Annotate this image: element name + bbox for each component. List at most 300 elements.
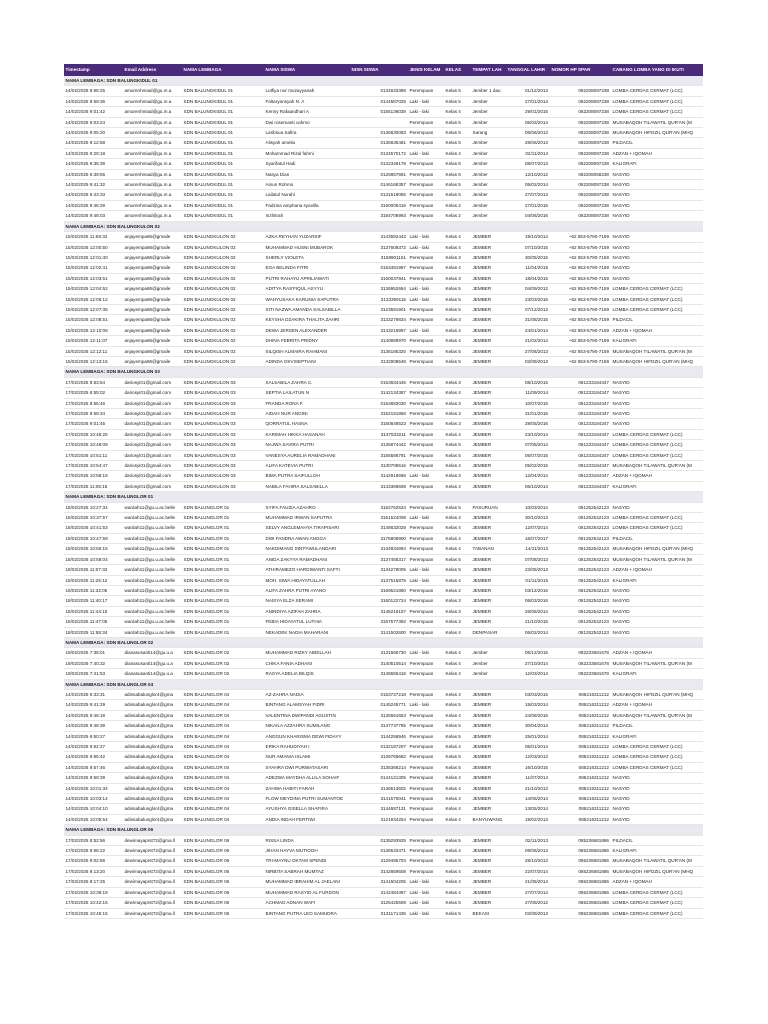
table-row[interactable] — [64, 669, 703, 679]
timestamp-cell: 18/02/2025 10:37:57 — [64, 513, 123, 523]
table-row[interactable] — [64, 117, 703, 127]
nomor-hp-cell: +62 853-5790-7159 — [550, 336, 611, 346]
nama-siswa-cell: JIHAN HAYVA MUTIOOH — [264, 846, 350, 856]
table-row[interactable] — [64, 627, 703, 637]
tempat-lahir-cell: JEMBER — [471, 721, 506, 731]
kelas-cell: Kelas 4 — [444, 627, 471, 637]
col-header-nomor-hp[interactable]: NOMOR HP SPAR — [550, 64, 611, 76]
tanggal-lahir-cell: 16/07/2017 — [506, 533, 550, 543]
tanggal-lahir-cell: 30/04/2014 — [506, 721, 550, 731]
nomor-hp-cell: 081252542123 — [550, 617, 611, 627]
tanggal-lahir-cell: 31/01/2016 — [506, 409, 550, 419]
nama-siswa-cell: VALENTINA DWIPANDI AGUSTIN — [264, 710, 350, 720]
cabang-lomba-cell: NASYID — [611, 252, 703, 262]
kelas-cell: Kelas 5 — [444, 502, 471, 512]
tanggal-lahir-cell: 18/04/2015 — [506, 273, 550, 283]
table-row[interactable] — [64, 440, 703, 450]
col-header-email[interactable]: Email Address — [123, 64, 182, 76]
jenis-kelamin-cell: Perempuan — [408, 773, 444, 783]
table-row[interactable] — [64, 721, 703, 731]
nama-siswa-cell: BINTANG PUTRA LEO SAMUDRA — [264, 908, 350, 918]
tempat-lahir-cell: JEMBER — [471, 533, 506, 543]
timestamp-cell: 15/02/2025 12:02:41 — [64, 263, 123, 273]
nama-siswa-cell: KARIMAH HIKKA HASANAH — [264, 429, 350, 439]
lembaga-cell: SDN BALUNGLOR 01 — [182, 596, 264, 606]
nisn-cell: 3147737765 — [350, 721, 408, 731]
group-title: NAMA LEMBAGA: SDN BALUNGKIDUL 01 — [64, 76, 703, 86]
table-row[interactable] — [64, 388, 703, 398]
nisn-cell: 0134570172 — [350, 148, 408, 158]
col-header-nisn[interactable]: NISN SISWA — [350, 64, 408, 76]
cabang-lomba-cell: PILDACIL — [611, 533, 703, 543]
tanggal-lahir-cell: 12/03/2014 — [506, 669, 550, 679]
nama-siswa-cell: PUTRI RAHAYU APRILIAWATI — [264, 273, 350, 283]
table-row[interactable] — [64, 814, 703, 824]
nisn-cell: 0145245771 — [350, 700, 408, 710]
timestamp-cell: 14/02/2025 10:04:10 — [64, 804, 123, 814]
nama-siswa-cell: NEKADEK NADIA MAHARANI — [264, 627, 350, 637]
tempat-lahir-cell: JEMBER — [471, 575, 506, 585]
table-row[interactable] — [64, 794, 703, 804]
nisn-cell: 3175808900 — [350, 533, 408, 543]
nama-siswa-cell: MUHAMMAD HUSNI MUBAROK — [264, 242, 350, 252]
table-row[interactable] — [64, 606, 703, 616]
tempat-lahir-cell: JEMBER — [471, 731, 506, 741]
kelas-cell: Kelas 4 — [444, 429, 471, 439]
table-row[interactable] — [64, 898, 703, 908]
email-cell: dariosyi01@gmail.com — [123, 461, 182, 471]
nisn-cell: 3145216107 — [350, 606, 408, 616]
nisn-cell: 3123591901 — [350, 304, 408, 314]
cabang-lomba-cell: NASYID — [611, 180, 703, 190]
table-row[interactable] — [64, 200, 703, 210]
nisn-cell: 3160005416 — [350, 200, 408, 210]
table-row[interactable] — [64, 232, 703, 242]
timestamp-cell: 14/02/2025 10:01:34 — [64, 783, 123, 793]
timestamp-cell: 14/02/2025 9:48:03 — [64, 211, 123, 221]
table-row[interactable] — [64, 762, 703, 772]
table-row[interactable] — [64, 107, 703, 117]
jenis-kelamin-cell: Perempuan — [408, 86, 444, 96]
nisn-cell: 0144121305 — [350, 773, 408, 783]
table-row[interactable] — [64, 710, 703, 720]
lembaga-cell: SDN BALUNGKIDUL 01 — [182, 138, 264, 148]
email-cell: wardah11@gu.u.ac.belle — [123, 606, 182, 616]
nomor-hp-cell: 081233184347 — [550, 471, 611, 481]
col-header-tanggal-lahir[interactable]: TANGGAL LAHIR — [506, 64, 550, 76]
kelas-cell: Kelas 3 — [444, 419, 471, 429]
cabang-lomba-cell: NASYID — [611, 627, 703, 637]
nama-siswa-cell: NABILA FAHIRA SALSABILLA — [264, 481, 350, 491]
table-row[interactable] — [64, 846, 703, 856]
table-row[interactable] — [64, 533, 703, 543]
nomor-hp-cell: 085216311212 — [550, 804, 611, 814]
nomor-hp-cell: 082208097238 — [550, 86, 611, 96]
tanggal-lahir-cell: 27/01/2014 — [506, 96, 550, 106]
col-header-jenis-kelamin[interactable]: JENIS KELAM — [408, 64, 444, 76]
lembaga-cell: SDN BALUNGKULON 03 — [182, 481, 264, 491]
tempat-lahir-cell: JEMBER — [471, 689, 506, 699]
cabang-lomba-cell: ADZAN + IQOMAH — [611, 565, 703, 575]
group-title: NAMA LEMBAGA: SDN BALUNGLOR 02 — [64, 637, 703, 647]
cabang-lomba-cell: MUSABAQOH TILAWATIL QUR'AN (M — [611, 346, 703, 356]
table-row[interactable] — [64, 513, 703, 523]
table-row[interactable] — [64, 356, 703, 366]
table-row[interactable] — [64, 461, 703, 471]
jenis-kelamin-cell: Laki - laki — [408, 908, 444, 918]
table-row[interactable] — [64, 866, 703, 876]
table-row[interactable] — [64, 86, 703, 96]
nama-siswa-cell: Fadzina amphana syavilla — [264, 200, 350, 210]
jenis-kelamin-cell: Perempuan — [408, 117, 444, 127]
table-row[interactable] — [64, 877, 703, 887]
nisn-cell: 3141502600 — [350, 627, 408, 637]
nama-siswa-cell: QORRATUL HASNA — [264, 419, 350, 429]
kelas-cell: Kelas 5 — [444, 190, 471, 200]
jenis-kelamin-cell: Perempuan — [408, 502, 444, 512]
timestamp-cell: 15/02/2025 12:07:35 — [64, 304, 123, 314]
timestamp-cell: 18/02/2025 11:40:17 — [64, 596, 123, 606]
nama-siswa-cell: MOH. SIWA HIDAYATULLAH — [264, 575, 350, 585]
table-row[interactable] — [64, 700, 703, 710]
table-row[interactable] — [64, 596, 703, 606]
tanggal-lahir-cell: 03/09/2013 — [506, 356, 550, 366]
tanggal-lahir-cell: 16/10/2015 — [506, 762, 550, 772]
jenis-kelamin-cell: Perempuan — [408, 533, 444, 543]
timestamp-cell: 18/02/2025 11:55:34 — [64, 627, 123, 637]
nama-siswa-cell: SITI NAZWA AMANDA SALSABILLA — [264, 304, 350, 314]
table-row[interactable] — [64, 544, 703, 554]
email-cell: anjayempa86@gmaile — [123, 315, 182, 325]
table-row[interactable] — [64, 294, 703, 304]
jenis-kelamin-cell: Perempuan — [408, 554, 444, 564]
email-cell: dewimayaprst72@gma.ll — [123, 856, 182, 866]
jenis-kelamin-cell: Perempuan — [408, 669, 444, 679]
cabang-lomba-cell: MUSABAQOH TILAWATIL QUR'AN (M — [611, 658, 703, 668]
kelas-cell: Kelas 4 — [444, 669, 471, 679]
email-cell: amurenhmiad@gu.m.a — [123, 159, 182, 169]
timestamp-cell: 14/02/2025 9:55:42 — [64, 752, 123, 762]
lembaga-cell: SDN BALUNGKULON 02 — [182, 294, 264, 304]
table-row[interactable] — [64, 887, 703, 897]
nomor-hp-cell: 081233184347 — [550, 429, 611, 439]
nomor-hp-cell: 082233581678 — [550, 669, 611, 679]
tanggal-lahir-cell: 02/11/2014 — [506, 148, 550, 158]
jenis-kelamin-cell: Laki - laki — [408, 242, 444, 252]
jenis-kelamin-cell: Perempuan — [408, 356, 444, 366]
table-row[interactable] — [64, 429, 703, 439]
tempat-lahir-cell: JEMBER — [471, 523, 506, 533]
table-row[interactable] — [64, 856, 703, 866]
col-header-lembaga[interactable]: NAMA LEMBAGA — [182, 64, 264, 76]
jenis-kelamin-cell: Perempuan — [408, 159, 444, 169]
lembaga-cell: SDN BALUNGKULON 02 — [182, 346, 264, 356]
table-row[interactable] — [64, 565, 703, 575]
nomor-hp-cell: 082208058238 — [550, 169, 611, 179]
email-cell: adinsabalunglor4@gma — [123, 783, 182, 793]
table-row[interactable] — [64, 731, 703, 741]
timestamp-cell: 17/02/2025 10:39:18 — [64, 887, 123, 897]
lembaga-cell: SDN BALUNGLOR 01 — [182, 523, 264, 533]
nama-siswa-cell: DEWA JERSEN ALEXANDER — [264, 325, 350, 335]
registration-sheet — [64, 64, 703, 919]
table-row[interactable] — [64, 502, 703, 512]
table-row[interactable] — [64, 804, 703, 814]
nama-siswa-cell: Kenny Rafaandhari A — [264, 107, 350, 117]
cabang-lomba-cell: PILDACIL — [611, 721, 703, 731]
cabang-lomba-cell: LOMBA CERDAS CERMAT (LCC) — [611, 887, 703, 897]
lembaga-cell: SDN BALUNGKULON 02 — [182, 232, 264, 242]
kelas-cell: Kelas 5 — [444, 86, 471, 96]
timestamp-cell: 18/02/2025 11:07:32 — [64, 565, 123, 575]
cabang-lomba-cell: LOMBA CERDAS CERMAT (LCC) — [611, 762, 703, 772]
email-cell: wardah11@gu.u.ac.belle — [123, 523, 182, 533]
nisn-cell: 3150848523 — [350, 419, 408, 429]
table-row[interactable] — [64, 336, 703, 346]
lembaga-cell: SDN BALUNGLOR 02 — [182, 658, 264, 668]
kelas-cell: Kelas 5 — [444, 731, 471, 741]
cabang-lomba-cell: KALIGRAFI — [611, 336, 703, 346]
cabang-lomba-cell: KALIGRAFI — [611, 159, 703, 169]
nama-siswa-cell: Dwi rosemanti cahmo — [264, 117, 350, 127]
jenis-kelamin-cell: Perempuan — [408, 866, 444, 876]
lembaga-cell: SDN BALUNGKIDUL 01 — [182, 180, 264, 190]
lembaga-cell: SDN BALUNGLOR 06 — [182, 856, 264, 866]
tanggal-lahir-cell: 24/08/2016 — [506, 710, 550, 720]
nisn-cell: 0153481987 — [350, 263, 408, 273]
lembaga-cell: SDN BALUNGKULON 03 — [182, 450, 264, 460]
email-cell: wardah11@gu.u.ac.belle — [123, 513, 182, 523]
table-row[interactable] — [64, 773, 703, 783]
nomor-hp-cell: 081252542123 — [550, 544, 611, 554]
kelas-cell: Kelas 5 — [444, 762, 471, 772]
nisn-cell: 3145555416 — [350, 669, 408, 679]
nomor-hp-cell: 085236681886 — [550, 887, 611, 897]
kelas-cell: Kelas 4 — [444, 461, 471, 471]
timestamp-cell: 18/02/2025 11:44:15 — [64, 606, 123, 616]
timestamp-cell: 14/02/2025 9:46:19 — [64, 710, 123, 720]
timestamp-cell: 18/02/2025 10:41:53 — [64, 523, 123, 533]
table-row[interactable] — [64, 585, 703, 595]
table-row[interactable] — [64, 617, 703, 627]
kelas-cell: Kelas 4 — [444, 513, 471, 523]
nomor-hp-cell: 085216311212 — [550, 742, 611, 752]
table-row[interactable] — [64, 242, 703, 252]
nisn-cell: 3143592443 — [350, 232, 408, 242]
col-header-cabang-lomba[interactable]: CABANG LOMBA YANG DI IKUTI — [611, 64, 703, 76]
cabang-lomba-cell: MUSABAQOH TILAWATIL QUR'AN (M — [611, 710, 703, 720]
jenis-kelamin-cell: Perempuan — [408, 710, 444, 720]
nama-siswa-cell: RISSA LINDA — [264, 835, 350, 845]
cabang-lomba-cell: KALIGRAFI — [611, 846, 703, 856]
email-cell: dianasusanti14@gu.u.a — [123, 658, 182, 668]
kelas-cell: Kelas 4 — [444, 887, 471, 897]
tanggal-lahir-cell: 14/05/2014 — [506, 794, 550, 804]
col-header-timestamp[interactable]: Timestamp — [64, 64, 123, 76]
tanggal-lahir-cell: 10/07/2015 — [506, 398, 550, 408]
cabang-lomba-cell: LOMBA CERDAS CERMAT (LCC) — [611, 429, 703, 439]
table-row[interactable] — [64, 450, 703, 460]
table-row[interactable] — [64, 742, 703, 752]
table-row[interactable] — [64, 148, 703, 158]
nama-siswa-cell: FRANDA RONA F. — [264, 398, 350, 408]
table-row[interactable] — [64, 554, 703, 564]
email-cell: wardah11@gu.u.ac.belle — [123, 565, 182, 575]
table-row[interactable] — [64, 835, 703, 845]
lembaga-cell: SDN BALUNGLOR 06 — [182, 846, 264, 856]
tempat-lahir-cell: Jember — [471, 96, 506, 106]
lembaga-cell: SDN BALUNGLOR 04 — [182, 804, 264, 814]
tanggal-lahir-cell: 11/07/2014 — [506, 773, 550, 783]
kelas-cell: Kelas 4 — [444, 710, 471, 720]
table-row[interactable] — [64, 575, 703, 585]
nama-siswa-cell: ADINDA OKVISEPTIANI — [264, 356, 350, 366]
table-row[interactable] — [64, 273, 703, 283]
cabang-lomba-cell: NASYID — [611, 263, 703, 273]
table-row[interactable] — [64, 481, 703, 491]
table-row[interactable] — [64, 648, 703, 658]
nisn-cell: 3144256946 — [350, 731, 408, 741]
nama-siswa-cell: VANESYA AURELIA RAMADHANI — [264, 450, 350, 460]
tanggal-lahir-cell: 03/12/2016 — [506, 585, 550, 595]
table-row[interactable] — [64, 128, 703, 138]
kelas-cell: Kelas 5 — [444, 356, 471, 366]
table-row[interactable] — [64, 908, 703, 918]
table-row[interactable] — [64, 284, 703, 294]
nama-siswa-cell: NIRBITA SABRAH MUMTAZ — [264, 866, 350, 876]
timestamp-cell: 17/02/2025 9:13:20 — [64, 866, 123, 876]
tempat-lahir-cell: JEMBER — [471, 461, 506, 471]
table-row[interactable] — [64, 398, 703, 408]
cabang-lomba-cell: LOMBA CERDAS CERMAT (LCC) — [611, 86, 703, 96]
table-row[interactable] — [64, 190, 703, 200]
jenis-kelamin-cell: Perempuan — [408, 752, 444, 762]
cabang-lomba-cell: NASYID — [611, 190, 703, 200]
tanggal-lahir-cell: 09/06/2013 — [506, 846, 550, 856]
lembaga-cell: SDN BALUNGKULON 02 — [182, 356, 264, 366]
table-row[interactable] — [64, 377, 703, 387]
email-cell: dariosyi01@gmail.com — [123, 419, 182, 429]
nisn-cell: 0132349178 — [350, 159, 408, 169]
nisn-cell: 0153683030 — [350, 398, 408, 408]
lembaga-cell: SDN BALUNGKIDUL 01 — [182, 169, 264, 179]
nisn-cell: 0132187207 — [350, 742, 408, 752]
nama-siswa-cell: SYIFA FAUZIA AZAHRO — [264, 502, 350, 512]
kelas-cell: Kelas 4 — [444, 877, 471, 887]
table-row[interactable] — [64, 523, 703, 533]
cabang-lomba-cell: NASYID — [611, 783, 703, 793]
nomor-hp-cell: +62 853-5790-7159 — [550, 315, 611, 325]
table-row[interactable] — [64, 304, 703, 314]
nisn-cell: 3157577392 — [350, 617, 408, 627]
tanggal-lahir-cell: 01/11/2015 — [506, 575, 550, 585]
tempat-lahir-cell: JEMBER — [471, 273, 506, 283]
timestamp-cell: 17/02/2025 10:51:11 — [64, 450, 123, 460]
nama-siswa-cell: ERIKA RAHUDIYAH I — [264, 742, 350, 752]
lembaga-cell: SDN BALUNGLOR 04 — [182, 742, 264, 752]
email-cell: wardah11@gu.u.ac.belle — [123, 575, 182, 585]
col-header-kelas[interactable]: KELAS — [444, 64, 471, 76]
table-row[interactable] — [64, 419, 703, 429]
timestamp-cell: 14/02/2025 9:12:58 — [64, 138, 123, 148]
table-row[interactable] — [64, 783, 703, 793]
table-row[interactable] — [64, 409, 703, 419]
lembaga-cell: SDN BALUNGKIDUL 01 — [182, 148, 264, 158]
cabang-lomba-cell: NASYID — [611, 773, 703, 783]
lembaga-cell: SDN BALUNGLOR 01 — [182, 544, 264, 554]
email-cell: anjayempa86@gmaile — [123, 273, 182, 283]
table-row[interactable] — [64, 471, 703, 481]
col-header-tempat-lahir[interactable]: TEMPAT LAH — [471, 64, 506, 76]
email-cell: amurenhmiad@gu.m.a — [123, 128, 182, 138]
table-row[interactable] — [64, 138, 703, 148]
nama-siswa-cell: ANGGUN KHARISMA DEWI FIDAYY — [264, 731, 350, 741]
lembaga-cell: SDN BALUNGKIDUL 01 — [182, 211, 264, 221]
nama-siswa-cell: Lailatul Nurahi — [264, 190, 350, 200]
tanggal-lahir-cell: 21/10/2013 — [506, 783, 550, 793]
table-row[interactable] — [64, 263, 703, 273]
nama-siswa-cell: SYAHRA DWI PURWATASARI — [264, 762, 350, 772]
jenis-kelamin-cell: Perempuan — [408, 814, 444, 824]
cabang-lomba-cell: ADZAN + IQOMAH — [611, 700, 703, 710]
timestamp-cell: 19/02/2025 7:38:01 — [64, 648, 123, 658]
nama-siswa-cell: DHINA FEBRITA PRIDNY — [264, 336, 350, 346]
nisn-cell: 3142859608 — [350, 866, 408, 876]
col-header-nama-siswa[interactable]: NAMA SISWA — [264, 64, 350, 76]
nomor-hp-cell: 081233184347 — [550, 377, 611, 387]
tanggal-lahir-cell: 07/08/2013 — [506, 554, 550, 564]
nomor-hp-cell: 081233184347 — [550, 388, 611, 398]
nama-siswa-cell: ANDIA INDAH FERTIWI — [264, 814, 350, 824]
table-row[interactable] — [64, 658, 703, 668]
tanggal-lahir-cell: 11/04/2015 — [506, 263, 550, 273]
table-row[interactable] — [64, 315, 703, 325]
lembaga-cell: SDN BALUNGKIDUL 01 — [182, 128, 264, 138]
table-row[interactable] — [64, 169, 703, 179]
nisn-cell: 3135366214 — [350, 762, 408, 772]
cabang-lomba-cell: LOMBA CERDAS CERMAT (LCC) — [611, 450, 703, 460]
table-row[interactable] — [64, 346, 703, 356]
email-cell: dariosyi01@gmail.com — [123, 398, 182, 408]
kelas-cell: Kelas 3 — [444, 315, 471, 325]
nama-siswa-cell: ADEZWA MAYDHA ALLILA SOHAIF — [264, 773, 350, 783]
email-cell: wardah11@gu.u.ac.belle — [123, 596, 182, 606]
table-row[interactable] — [64, 180, 703, 190]
nama-siswa-cell: MUHAMMAD RIZKY ABDILLAH — [264, 648, 350, 658]
jenis-kelamin-cell: Perempuan — [408, 606, 444, 616]
email-cell: anjayempa86@gmaile — [123, 346, 182, 356]
nama-siswa-cell: FLOW MEYDINA PUTRI SUMANTOE — [264, 794, 350, 804]
table-row[interactable] — [64, 752, 703, 762]
group-header-row — [64, 825, 703, 835]
table-row[interactable] — [64, 689, 703, 699]
cabang-lomba-cell: LOMBA CERDAS CERMAT (LCC) — [611, 513, 703, 523]
table-row[interactable] — [64, 252, 703, 262]
nisn-cell: 3137515875 — [350, 575, 408, 585]
table-row[interactable] — [64, 159, 703, 169]
nisn-cell: 3143216997 — [350, 325, 408, 335]
table-row[interactable] — [64, 211, 703, 221]
cabang-lomba-cell: NASYID — [611, 606, 703, 616]
table-row[interactable] — [64, 96, 703, 106]
nomor-hp-cell: 082233581678 — [550, 648, 611, 658]
table-row[interactable] — [64, 325, 703, 335]
email-cell: amurenhmiad@gu.m.a — [123, 86, 182, 96]
tanggal-lahir-cell: 28/05/2016 — [506, 419, 550, 429]
tanggal-lahir-cell: 23/05/2013 — [506, 565, 550, 575]
nama-siswa-cell: SALSABILA ZAHRA C. — [264, 377, 350, 387]
nomor-hp-cell: 082208097238 — [550, 107, 611, 117]
